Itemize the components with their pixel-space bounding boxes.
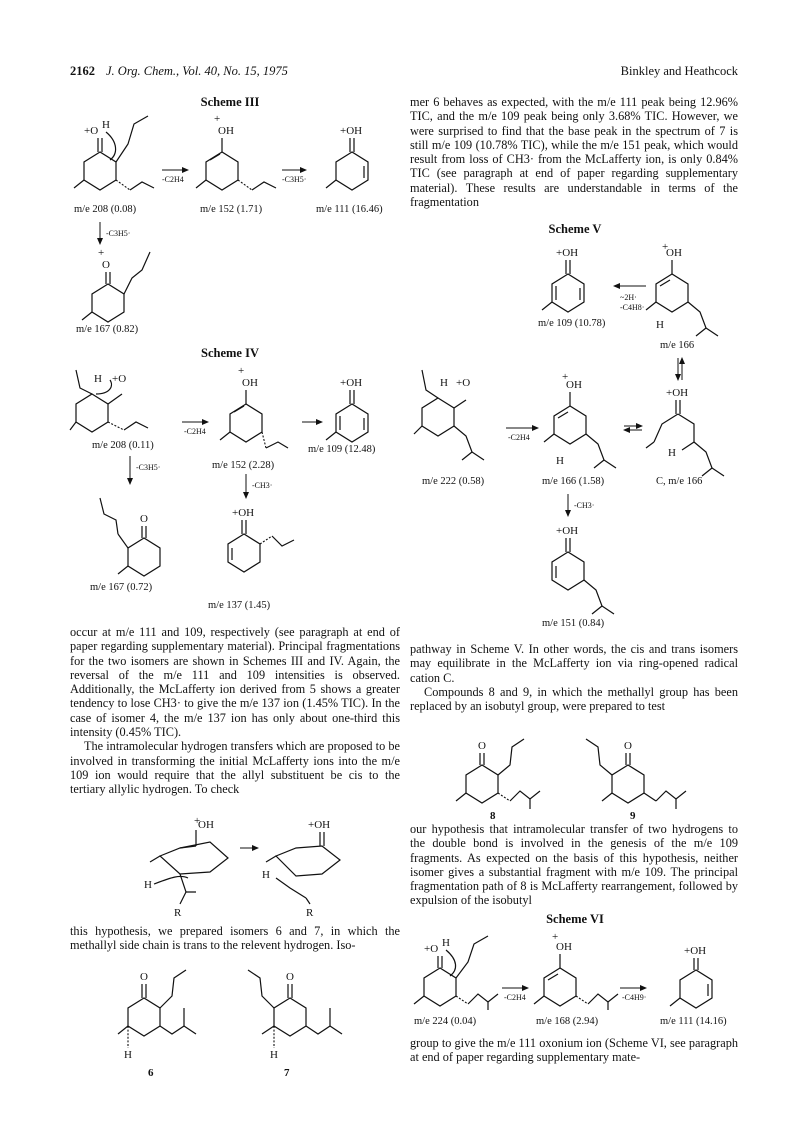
scheme-3-structure-4 [76, 247, 150, 335]
structure-7 [248, 970, 342, 1079]
journal-citation: J. Org. Chem., Vol. 40, No. 15, 1975 [106, 64, 288, 78]
oh-plus-label-7: +OH [556, 525, 579, 537]
h-label-6: H [124, 1049, 132, 1061]
oh-plus-label-5: +OH [556, 247, 579, 259]
oh-plus-label-3: +OH [232, 507, 255, 519]
oxonium-label-3: +O [456, 377, 471, 389]
paragraph: pathway in Scheme V. In other words, the cis and trans isomers may equilibrate in the McLafferty ion via ring-opened radical cation C. [410, 642, 738, 685]
oh-label-5: OH [566, 379, 582, 391]
oh-plus-label-4: +OH [308, 819, 331, 831]
scheme-5-label-1: m/e 109 (10.78) [538, 318, 606, 329]
scheme-3-arrow-2-label: -C3H5· [282, 175, 307, 184]
oh-plus-label: +OH [340, 125, 363, 137]
plus-label: + [214, 113, 221, 125]
scheme-4-label-5: m/e 137 (1.45) [208, 600, 271, 611]
scheme-5-arrow-down-label: -CH3· [574, 501, 595, 510]
scheme-5-arrow-c4h8-label: -C4H8· [620, 303, 645, 312]
paragraph: group to give the m/e 111 oxonium ion (Scheme VI, see paragraph at end of paper regarding supplementary mate- [410, 1036, 738, 1065]
scheme-4-structure-2 [212, 365, 288, 471]
scheme-5-label-3: m/e 222 (0.58) [422, 476, 485, 487]
scheme-5-diagram [410, 240, 738, 630]
scheme-4-label-3: m/e 109 (12.48) [308, 444, 376, 455]
r-label-1: R [174, 907, 182, 919]
oh-label-4: OH [666, 247, 682, 259]
paragraph: The intramolecular hydrogen transfers which are proposed to be involved in transforming the initial McLafferty ions into the m/e 109 ion would require that the allyl substituent be cis to the tertiary allylic hydrogen. To check [70, 739, 400, 797]
scheme-4-label-1: m/e 208 (0.11) [92, 440, 154, 451]
oxonium-label-2: +O [112, 373, 127, 385]
scheme-5-arrow-2h-label: ~2H· [620, 293, 637, 302]
oh-plus-label-8: +OH [684, 945, 707, 957]
scheme-4-structure-5 [208, 507, 294, 611]
oh-plus-label-2: +OH [340, 377, 363, 389]
oh-label-6: OH [556, 941, 572, 953]
scheme-5-label-4: m/e 166 (1.58) [542, 476, 605, 487]
scheme-4-title: Scheme IV [201, 346, 259, 360]
scheme-4-structure-1 [70, 370, 154, 451]
conformation-diagram [140, 812, 370, 922]
scheme-3-label-2: m/e 152 (1.71) [200, 204, 263, 215]
scheme-5-structure-1 [538, 247, 606, 329]
compound-number-6: 6 [148, 1067, 154, 1079]
scheme-4-arrow-down-2-label: -CH3· [252, 481, 273, 490]
scheme-3-label-1: m/e 208 (0.08) [74, 204, 137, 215]
plus-label-4: + [194, 815, 201, 827]
scheme-5-label-6: m/e 151 (0.84) [542, 618, 605, 629]
structure-6 [118, 970, 196, 1079]
scheme-6-label-1: m/e 224 (0.04) [414, 1016, 477, 1027]
h-label-7b: H [556, 455, 564, 467]
oxonium-label: +O [84, 125, 99, 137]
o-plus-label: O [140, 513, 148, 525]
h-label-5: H [656, 319, 664, 331]
left-text-block-2 [70, 924, 400, 953]
page-header [70, 64, 738, 82]
scheme-5-label-5: C, m/e 166 [656, 476, 703, 487]
r-label-2: R [306, 907, 314, 919]
scheme-6-title: Scheme VI [546, 912, 604, 926]
o-label-7: O [286, 971, 294, 983]
scheme-4-structure-4 [90, 498, 160, 593]
h-label-2: H [94, 373, 102, 385]
h-label-6b: H [440, 377, 448, 389]
plus-label-2: + [98, 247, 105, 259]
plus-label-6: + [562, 371, 569, 383]
scheme-3-arrow-1-label: -C2H4 [162, 175, 184, 184]
h-label-8: H [668, 447, 676, 459]
compound-number-8: 8 [490, 810, 496, 822]
conformer-2 [262, 819, 340, 919]
scheme-5-title: Scheme V [548, 222, 602, 236]
scheme-6-diagram [410, 930, 738, 1026]
scheme-4-structure-3 [308, 377, 376, 455]
scheme-4-diagram [70, 364, 405, 614]
scheme-3-label-4: m/e 167 (0.82) [76, 324, 139, 335]
oh-label: OH [218, 125, 234, 137]
scheme-4-label-2: m/e 152 (2.28) [212, 460, 275, 471]
structure-8 [456, 739, 540, 822]
scheme-3-title: Scheme III [200, 95, 260, 109]
paragraph: mer 6 behaves as expected, with the m/e 111 peak being 12.96% TIC, and the m/e 109 peak being only 3.68% TIC. However, we were surprised to find that the base peak in the spectrum of 7 is still m/e 109 (10.78% TIC), while the m/e 151 peak, which would result from loss of CH3· from the McLafferty ion, is only 0.84% TIC (see paragraph at end of paper regarding supplementary material). These results are understandable in terms of the fragmentation [410, 95, 738, 210]
scheme-6-structure-2 [534, 931, 618, 1027]
scheme-5-structure-2 [646, 241, 718, 351]
scheme-6-structure-3 [660, 945, 727, 1027]
scheme-5-structure-4 [542, 371, 616, 487]
plus-label-5: + [662, 241, 669, 253]
paragraph: occur at m/e 111 and 109, respectively (see paragraph at end of paper regarding supplementary material). Principal fragmentations for the two isomers are shown in Schemes III and IV. Again, the reversal of the m/e 111 and 109 intensities is observed. Additionally, the McLafferty ion derived from 5 shows a greater tendency to lose CH3· to give the m/e 137 ion (1.45% TIC). In the case of isomer 4, the m/e 137 ion has only about one-third this intensity (0.45% TIC). [70, 625, 400, 740]
scheme-5-arrow-1-label: -C2H4 [508, 433, 530, 442]
oh-label-3: OH [198, 819, 214, 831]
plus-label-7: + [552, 931, 559, 943]
scheme-4-arrow-1-label: -C2H4 [184, 427, 206, 436]
scheme-3-structure-2 [196, 113, 276, 215]
h-label-3: H [144, 879, 152, 891]
plus-label-3: + [238, 365, 245, 377]
scheme-3-label-3: m/e 111 (16.46) [316, 204, 383, 215]
o-label-8: O [478, 740, 486, 752]
scheme-3-structure-1 [74, 116, 154, 215]
left-text-block-1 [70, 625, 400, 797]
scheme-5-label-2: m/e 166 [660, 340, 695, 351]
structure-9 [586, 739, 686, 822]
scheme-6-arrow-1-label: -C2H4 [504, 993, 526, 1002]
scheme-6-arrow-2-label: -C4H9· [622, 993, 647, 1002]
scheme-6-label-3: m/e 111 (14.16) [660, 1016, 727, 1027]
scheme-6-label-2: m/e 168 (2.94) [536, 1016, 599, 1027]
scheme-6-structure-1 [414, 936, 498, 1027]
scheme-5-structure-5 [646, 387, 724, 487]
oh-label-2: OH [242, 377, 258, 389]
o-label-9: O [624, 740, 632, 752]
oh-plus-label-6: +OH [666, 387, 689, 399]
h-label: H [102, 119, 110, 131]
oxonium-label-4: +O [424, 943, 439, 955]
right-text-block-1 [410, 95, 738, 209]
structures-6-7 [110, 968, 360, 1078]
h-label-9: H [442, 937, 450, 949]
compound-number-9: 9 [630, 810, 636, 822]
o-label: O [102, 259, 110, 271]
scheme-3-diagram [70, 112, 405, 342]
paragraph: our hypothesis that intramolecular transfer of two hydrogens to the double bond is involved in the genesis of the m/e 109 fragments. As expected on the basis of this hypothesis, neither isomer gives a substantial fragment with m/e 109. The principal fragmentation path of 8 is McLafferty rearrangement, followed by expulsion of the isobutyl [410, 822, 738, 908]
scheme-4-arrow-down-1-label: -C3H5· [136, 463, 161, 472]
scheme-3-arrow-down-label: -C3H5· [106, 229, 131, 238]
scheme-3-structure-3 [316, 125, 383, 215]
right-text-block-3 [410, 822, 738, 908]
paragraph: this hypothesis, we prepared isomers 6 and 7, in which the methallyl side chain is trans to the relevent hydrogen. Iso- [70, 924, 400, 953]
structures-8-9 [450, 735, 700, 821]
page-number: 2162 [70, 64, 95, 78]
h-label-7: H [270, 1049, 278, 1061]
running-authors: Binkley and Heathcock [620, 64, 738, 78]
right-text-block-4 [410, 1036, 738, 1065]
h-label-4: H [262, 869, 270, 881]
compound-number-7: 7 [284, 1067, 290, 1079]
o-label-6: O [140, 971, 148, 983]
scheme-4-label-4: m/e 167 (0.72) [90, 582, 153, 593]
right-text-block-2 [410, 642, 738, 713]
scheme-5-structure-3 [414, 370, 485, 487]
paragraph: Compounds 8 and 9, in which the methallyl group has been replaced by an isobutyl group, were prepared to test [410, 684, 738, 714]
conformer-1 [144, 815, 228, 919]
scheme-5-structure-6 [542, 525, 614, 629]
